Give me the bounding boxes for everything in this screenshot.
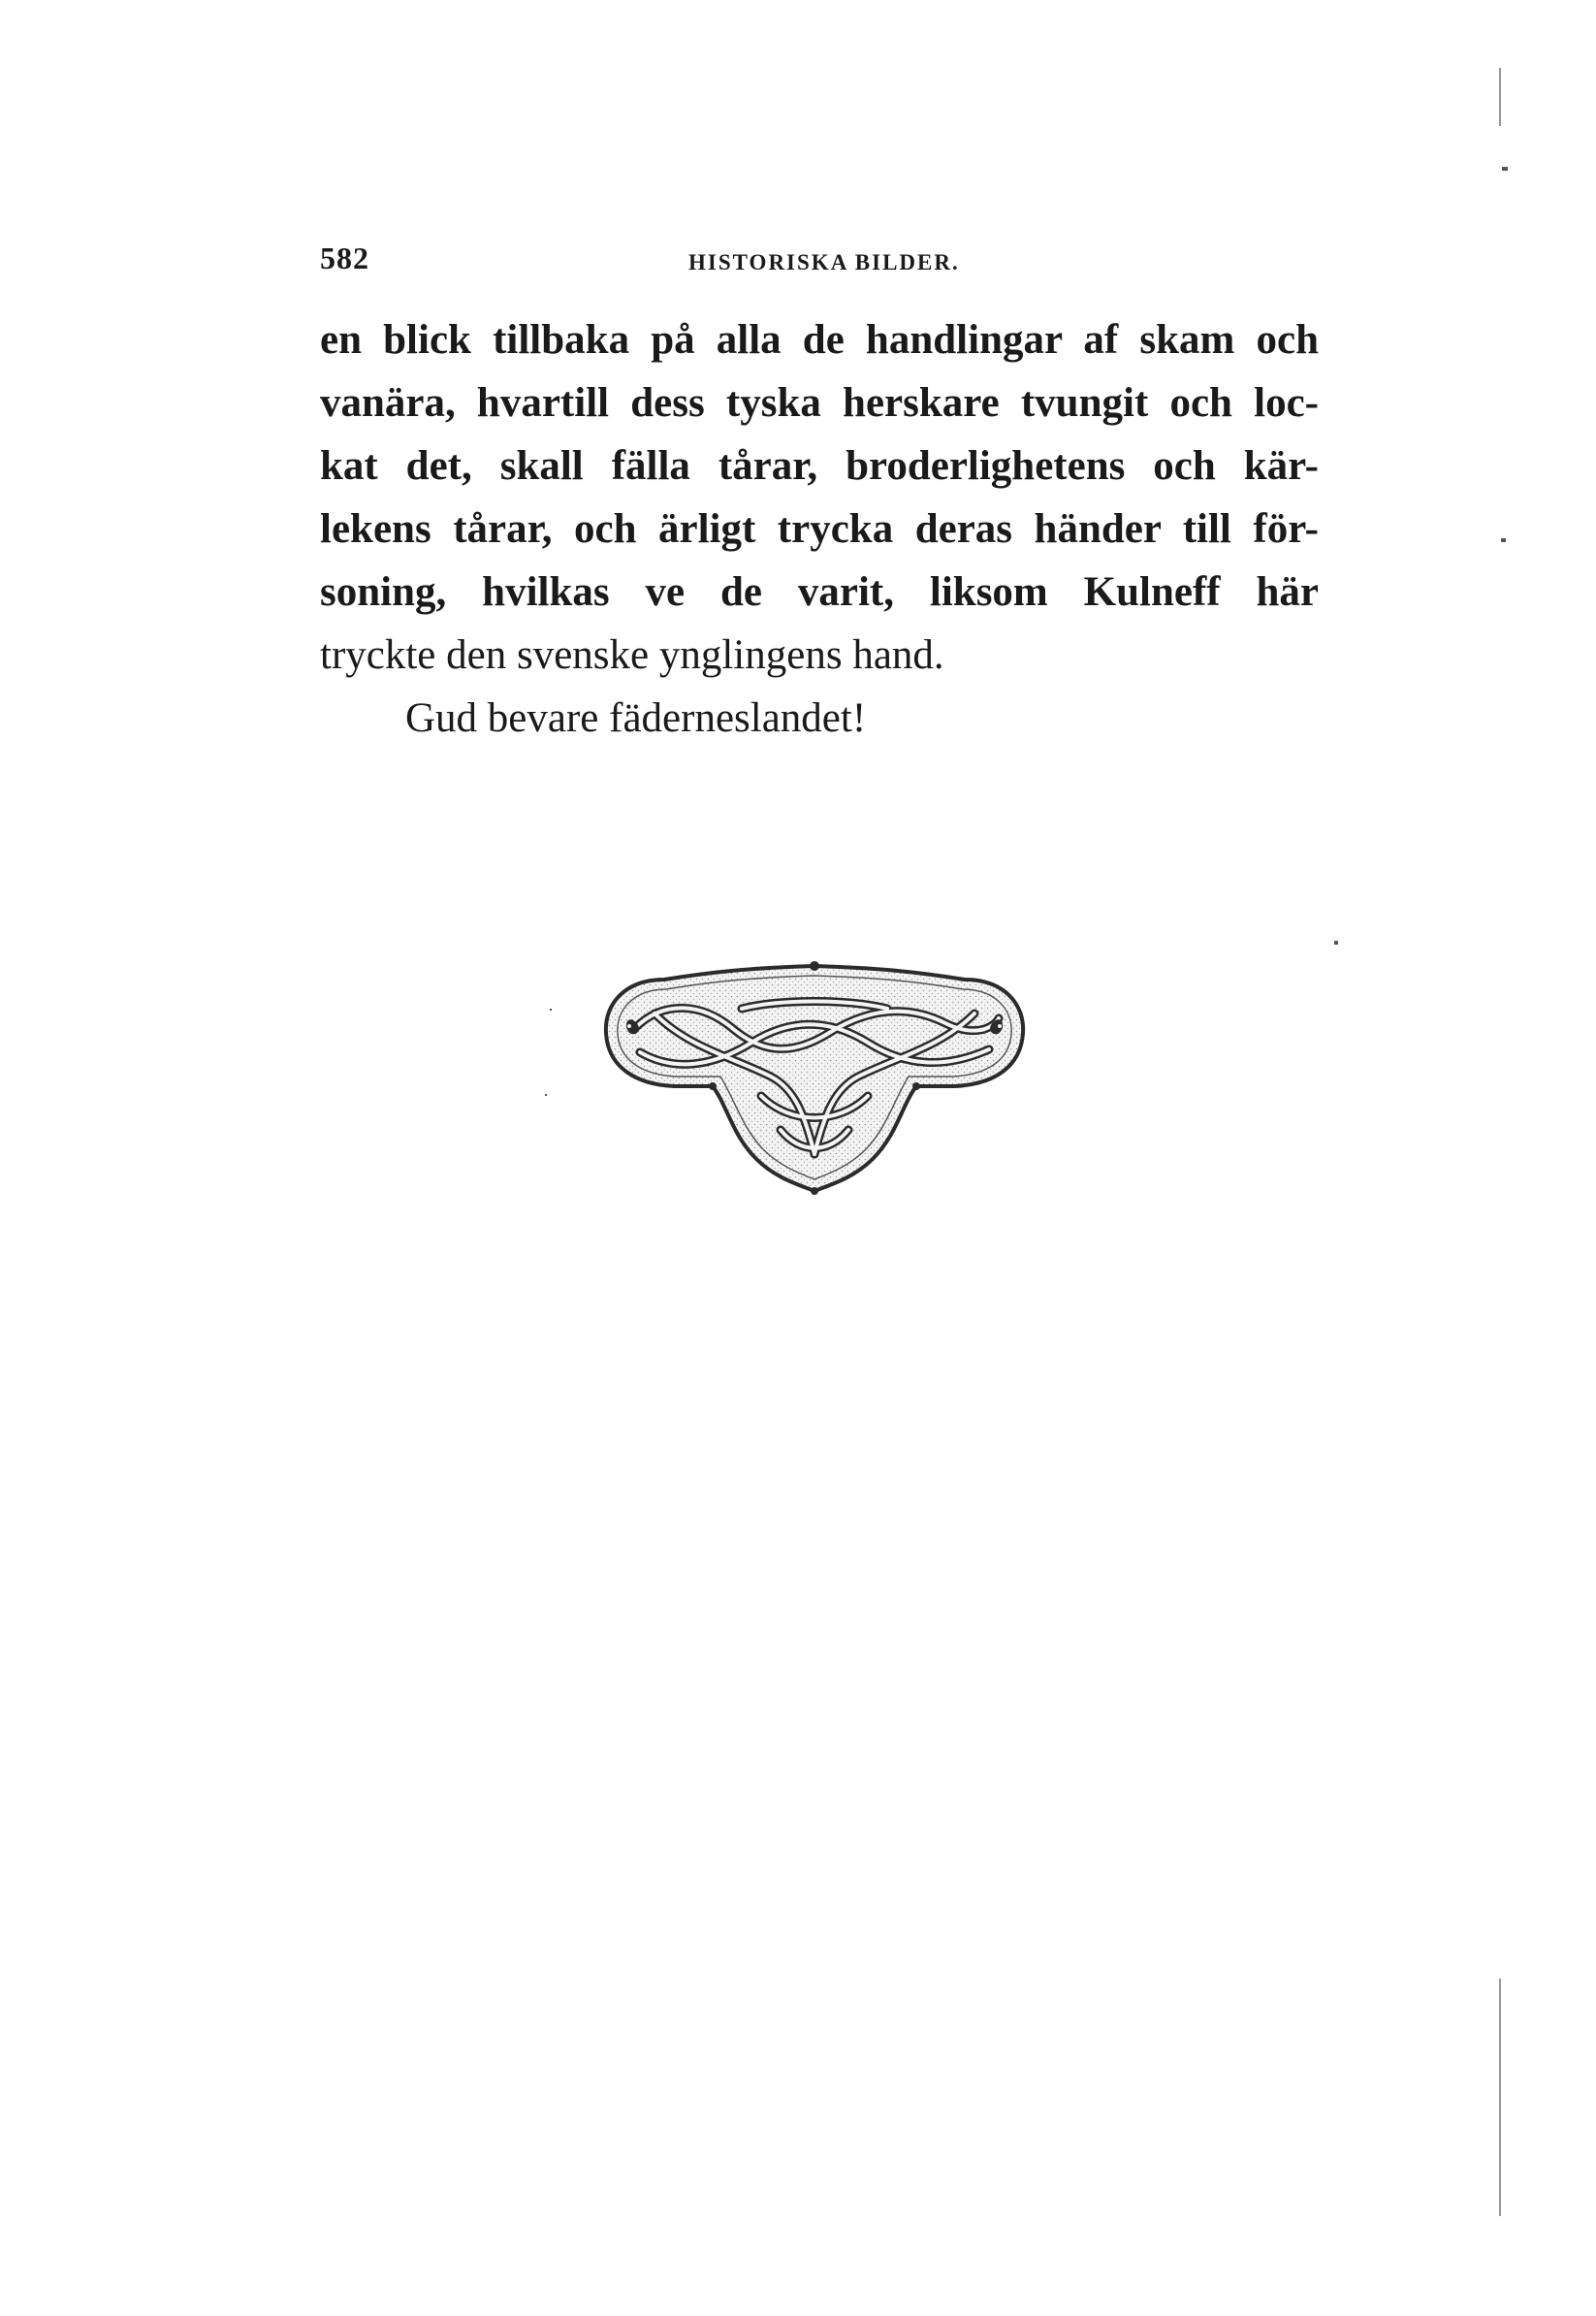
- scan-speck: [1502, 167, 1508, 171]
- scan-speck: [550, 1009, 552, 1011]
- running-head: HISTORISKA BILDER.: [688, 250, 960, 274]
- margin-rule: [1499, 1978, 1501, 2216]
- scan-speck: [1501, 538, 1506, 542]
- text-line: lekens tårar, och ärligt trycka deras händer till för-: [320, 506, 1319, 552]
- text-line: soning, hvilkas ve de varit, liksom Kulneff här: [320, 569, 1319, 615]
- text-line: vanära, hvartill dess tyska herskare tvungit och loc-: [320, 380, 1319, 426]
- text-line: tryckte den svenske ynglingens hand.: [320, 632, 944, 678]
- text-line: en blick tillbaka på alla de handlingar af skam och: [320, 317, 1319, 363]
- celtic-knot-tailpiece-icon: [596, 960, 1033, 1198]
- scan-speck: [1334, 941, 1338, 945]
- page-number: 582: [320, 241, 369, 275]
- body-text: [320, 308, 1319, 750]
- scan-speck: [545, 1094, 547, 1096]
- text-line: kat det, skall fälla tårar, broderlighetens och kär-: [320, 443, 1319, 489]
- closing-line: Gud bevare fäderneslandet!: [405, 695, 867, 741]
- margin-rule: [1499, 68, 1501, 126]
